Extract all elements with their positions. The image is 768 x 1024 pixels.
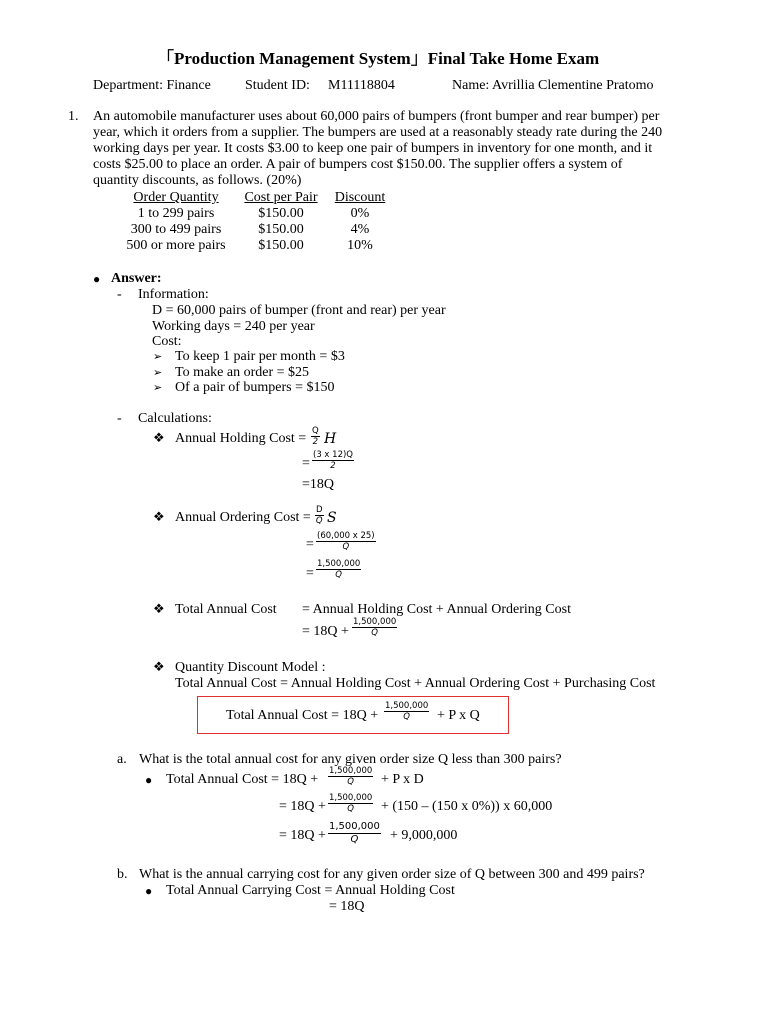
fraction-numerator: D bbox=[316, 505, 323, 515]
info-line: Cost: bbox=[152, 334, 182, 349]
page-title: 「Production Management System」Final Take Home Exam bbox=[157, 49, 600, 68]
calculations-label: Calculations: bbox=[138, 411, 212, 426]
student-id-value: M11118804 bbox=[328, 78, 395, 93]
fraction-numerator: 1,500,000 bbox=[317, 559, 361, 569]
equals-sign: = bbox=[302, 456, 310, 471]
total-cost-eq1: = Annual Holding Cost + Annual Ordering Cost bbox=[302, 602, 571, 617]
bullet-icon: ● bbox=[93, 272, 101, 286]
table-cell: 4% bbox=[350, 222, 370, 237]
info-line: D = 60,000 pairs of bumper (front and rear) per year bbox=[152, 303, 446, 318]
question-line: An automobile manufacturer uses about 60,000 pairs of bumpers (front bumper and rear bumper) per bbox=[93, 109, 660, 124]
arrow-bullet-icon: ➢ bbox=[153, 351, 163, 363]
diamond-bullet-icon: ❖ bbox=[153, 509, 165, 524]
question-line: working days per year. It costs $3.00 to keep one pair of bumpers in inventory for one month, and it bbox=[93, 141, 653, 156]
fraction-denominator: Q bbox=[315, 516, 323, 526]
table-cell: $150.00 bbox=[258, 222, 304, 237]
qdm-line: Total Annual Cost = Annual Holding Cost + Annual Ordering Cost + Purchasing Cost bbox=[175, 676, 656, 691]
fraction-numerator: 1,500,000 bbox=[329, 766, 373, 776]
question-line: quantity discounts, as follows. (20%) bbox=[93, 173, 302, 188]
bullet-icon: ● bbox=[145, 884, 153, 898]
part-a-line2-post: + (150 – (150 x 0%)) x 60,000 bbox=[381, 799, 553, 814]
part-a-line2: = 18Q + bbox=[279, 799, 326, 814]
fraction-numerator: Q bbox=[312, 426, 319, 436]
table-header: Order Quantity bbox=[133, 190, 219, 205]
part-a-line1-post: + P x D bbox=[381, 772, 424, 787]
cost-item: Of a pair of bumpers = $150 bbox=[175, 380, 335, 395]
diamond-bullet-icon: ❖ bbox=[153, 430, 165, 445]
holding-fraction bbox=[311, 426, 320, 447]
fraction-denominator: 2 bbox=[312, 437, 319, 447]
part-a-line1: Total Annual Cost = 18Q + bbox=[166, 772, 319, 787]
ordering-cost-label: Annual Ordering Cost = bbox=[175, 510, 311, 525]
part-a-letter: a. bbox=[117, 752, 127, 767]
boxed-formula-post: + P x Q bbox=[437, 708, 480, 723]
table-cell: $150.00 bbox=[258, 206, 304, 221]
info-line: Working days = 240 per year bbox=[152, 319, 315, 334]
part-a-question: What is the total annual cost for any given order size Q less than 300 pairs? bbox=[139, 752, 562, 767]
student-name: Name: Avrillia Clementine Pratomo bbox=[452, 78, 654, 93]
fraction-numerator: 1,500,000 bbox=[329, 821, 380, 832]
holding-cost-label: Annual Holding Cost = bbox=[175, 431, 307, 446]
part-b-line1: Total Annual Carrying Cost = Annual Holding Cost bbox=[166, 883, 455, 898]
dash-marker: - bbox=[117, 287, 122, 302]
total-cost-label: Total Annual Cost bbox=[175, 602, 277, 617]
holding-var-h: H bbox=[324, 431, 337, 447]
fraction-denominator: Q bbox=[335, 570, 342, 580]
part-b-line2: = 18Q bbox=[329, 899, 365, 914]
fraction-denominator: 2 bbox=[330, 461, 336, 471]
cost-item: To make an order = $25 bbox=[175, 365, 310, 380]
ordering-fraction bbox=[315, 505, 324, 526]
table-header: Cost per Pair bbox=[244, 190, 318, 205]
fraction-denominator: Q bbox=[347, 777, 354, 787]
boxed-formula-pre: Total Annual Cost = 18Q + bbox=[226, 708, 379, 723]
cost-item: To keep 1 pair per month = $3 bbox=[175, 349, 345, 364]
bullet-icon: ● bbox=[145, 773, 153, 787]
dash-marker: - bbox=[117, 411, 122, 426]
question-line: costs $25.00 to place an order. A pair of bumpers cost $150.00. The supplier offers a system of bbox=[93, 157, 623, 172]
part-a-fraction-1 bbox=[328, 766, 373, 787]
student-id-label: Student ID: bbox=[245, 78, 310, 93]
fraction-numerator: (60,000 x 25) bbox=[317, 531, 375, 541]
answer-heading: Answer: bbox=[111, 271, 162, 286]
question-number: 1. bbox=[68, 109, 79, 124]
table-cell: 300 to 499 pairs bbox=[130, 222, 222, 237]
department-label: Department: Finance bbox=[93, 78, 211, 93]
fraction-numerator: 1,500,000 bbox=[353, 617, 397, 627]
table-header: Discount bbox=[334, 190, 386, 205]
table-cell: 500 or more pairs bbox=[126, 238, 226, 253]
ordering-var-s: S bbox=[327, 510, 337, 526]
boxed-formula-fraction bbox=[384, 701, 429, 722]
arrow-bullet-icon: ➢ bbox=[153, 382, 163, 394]
table-cell: 0% bbox=[350, 206, 370, 221]
info-label: Information: bbox=[138, 287, 209, 302]
total-cost-eq2: = 18Q + bbox=[302, 624, 349, 639]
table-cell: $150.00 bbox=[258, 238, 304, 253]
ordering-fraction-2 bbox=[316, 531, 376, 552]
fraction-denominator: Q bbox=[403, 712, 410, 722]
total-cost-fraction bbox=[352, 617, 397, 638]
fraction-denominator: Q bbox=[371, 628, 378, 638]
equals-sign: = bbox=[306, 537, 314, 552]
arrow-bullet-icon: ➢ bbox=[153, 367, 163, 379]
qdm-label: Quantity Discount Model : bbox=[175, 660, 326, 675]
fraction-denominator: Q bbox=[342, 542, 350, 552]
holding-fraction-2 bbox=[312, 450, 354, 471]
part-a-line3-post: + 9,000,000 bbox=[390, 828, 458, 843]
table-cell: 1 to 299 pairs bbox=[137, 206, 215, 221]
part-a-fraction-3 bbox=[328, 821, 381, 846]
part-b-letter: b. bbox=[117, 867, 128, 882]
part-b-question: What is the annual carrying cost for any given order size of Q between 300 and 499 pairs? bbox=[139, 867, 645, 882]
table-cell: 10% bbox=[347, 238, 373, 253]
part-a-line3: = 18Q + bbox=[279, 828, 326, 843]
holding-result: =18Q bbox=[302, 477, 335, 492]
fraction-numerator: 1,500,000 bbox=[385, 701, 429, 711]
fraction-denominator: Q bbox=[350, 834, 359, 845]
fraction-numerator: (3 x 12)Q bbox=[313, 450, 353, 460]
fraction-denominator: Q bbox=[347, 804, 354, 814]
part-a-fraction-2 bbox=[328, 793, 373, 814]
equals-sign: = bbox=[306, 566, 314, 581]
diamond-bullet-icon: ❖ bbox=[153, 601, 165, 616]
question-line: year, which it orders from a supplier. The bumpers are used at a reasonably steady rate during the 240 bbox=[93, 125, 663, 140]
ordering-fraction-3 bbox=[316, 559, 361, 580]
diamond-bullet-icon: ❖ bbox=[153, 659, 165, 674]
fraction-numerator: 1,500,000 bbox=[329, 793, 373, 803]
